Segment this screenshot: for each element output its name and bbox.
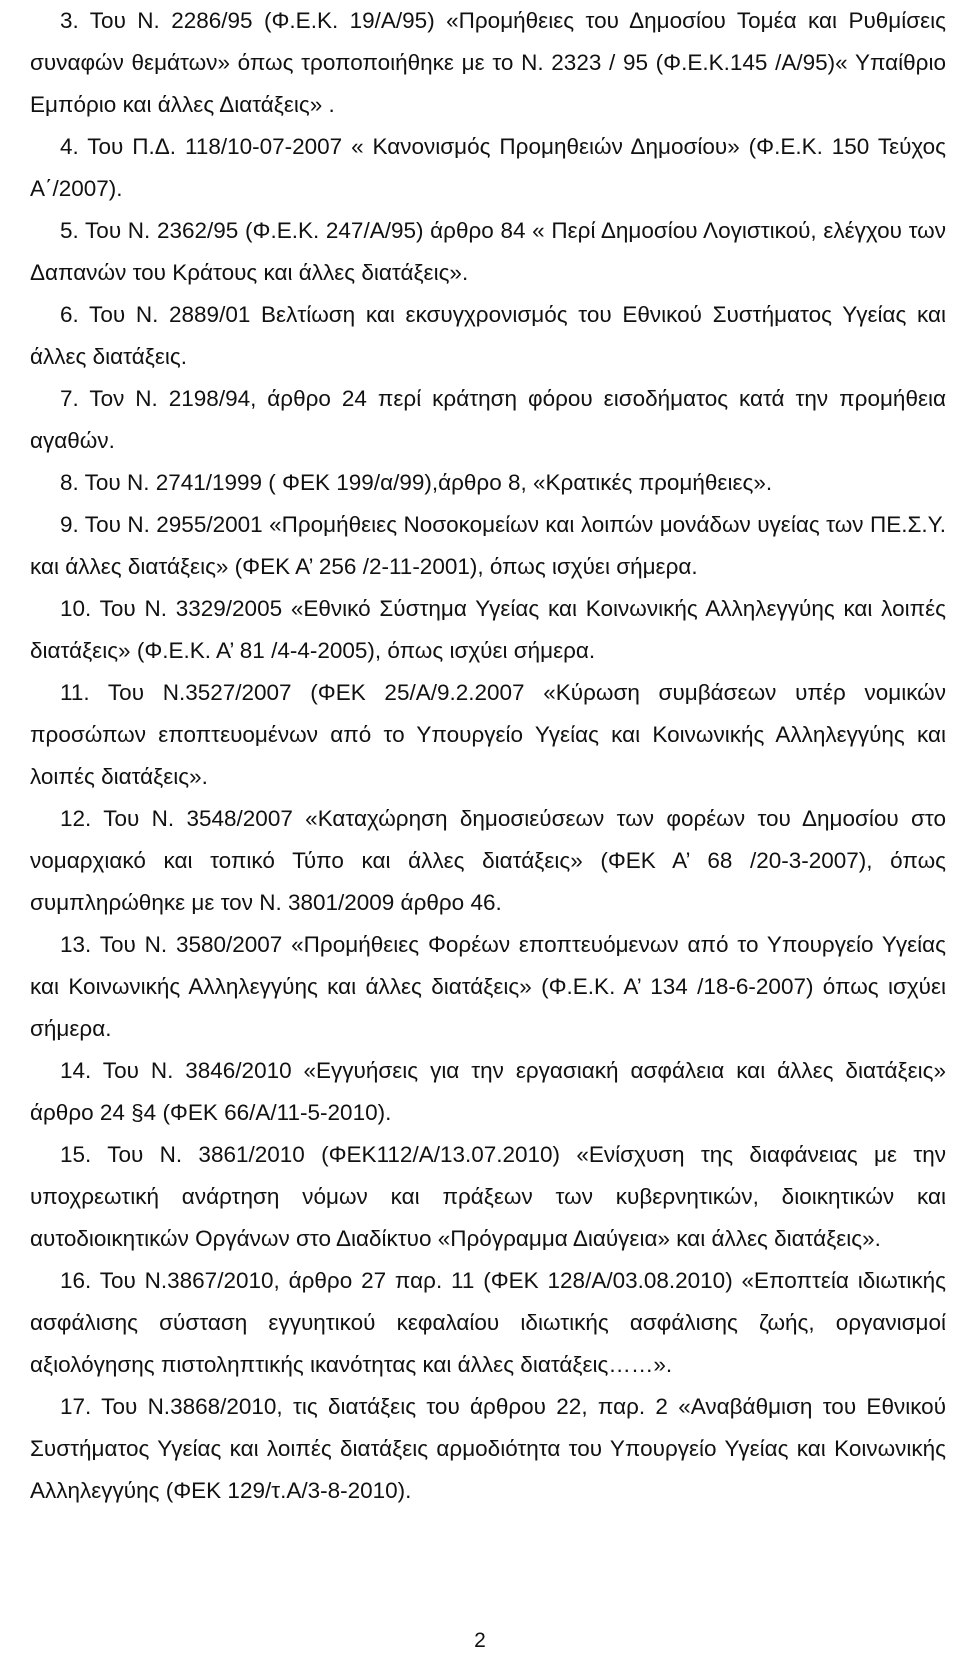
list-item: 4. Του Π.Δ. 118/10-07-2007 « Κανονισμός Προμηθειών Δημοσίου» (Φ.Ε.Κ. 150 Τεύχος Α΄/2007). xyxy=(30,134,946,201)
list-item: 6. Του Ν. 2889/01 Βελτίωση και εκσυγχρονισμός του Εθνικού Συστήματος Υγείας και άλλες διατάξεις. xyxy=(30,302,946,369)
list-item: 11. Του Ν.3527/2007 (ΦΕΚ 25/Α/9.2.2007 «Κύρωση συμβάσεων υπέρ νομικών προσώπων εποπτευομένων από το Υπουργείο Υγείας και Κοινωνικής Αλληλεγγύης και λοιπές διατάξεις». xyxy=(30,680,946,789)
list-item: 7. Τον Ν. 2198/94, άρθρο 24 περί κράτηση φόρου εισοδήματος κατά την προμήθεια αγαθών. xyxy=(30,386,946,453)
list-item: 5. Του Ν. 2362/95 (Φ.Ε.Κ. 247/Α/95) άρθρο 84 « Περί Δημοσίου Λογιστικού, ελέγχου των Δαπανών του Κράτους και άλλες διατάξεις». xyxy=(30,218,946,285)
list-item: 8. Του Ν. 2741/1999 ( ΦΕΚ 199/α/99),άρθρο 8, «Κρατικές προμήθειες». xyxy=(60,470,773,495)
list-item: 10. Του Ν. 3329/2005 «Εθνικό Σύστημα Υγείας και Κοινωνικής Αλληλεγγύης και λοιπές διατάξεις» (Φ.Ε.Κ. Α’ 81 /4-4-2005), όπως ισχύει σήμερα. xyxy=(30,596,946,663)
list-item: 12. Του Ν. 3548/2007 «Καταχώρηση δημοσιεύσεων των φορέων του Δημοσίου στο νομαρχιακό και τοπικό Τύπο και άλλες διατάξεις» (ΦΕΚ Α’ 68 /20-3-2007), όπως συμπληρώθηκε με τον Ν. 3801/2009 άρθρο 46. xyxy=(30,806,946,915)
legal-reference-list xyxy=(30,0,946,1512)
list-item: 16. Του Ν.3867/2010, άρθρο 27 παρ. 11 (ΦΕΚ 128/Α/03.08.2010) «Εποπτεία ιδιωτικής ασφάλισης σύσταση εγγυητικού κεφαλαίου ιδιωτικής ασφάλισης ζωής, οργανισμοί αξιολόγησης πιστοληπτικής ικανότητας και άλλες διατάξεις……». xyxy=(30,1268,946,1377)
list-item: 15. Του Ν. 3861/2010 (ΦΕΚ112/Α/13.07.2010) «Ενίσχυση της διαφάνειας με την υποχρεωτική ανάρτηση νόμων και πράξεων των κυβερνητικών, διοικητικών και αυτοδιοικητικών Οργάνων στο Διαδίκτυο «Πρόγραμμα Διαύγεια» και άλλες διατάξεις». xyxy=(30,1142,946,1251)
list-item: 9. Του Ν. 2955/2001 «Προμήθειες Νοσοκομείων και λοιπών μονάδων υγείας των ΠΕ.Σ.Υ. και άλλες διατάξεις» (ΦΕΚ Α’ 256 /2-11-2001), όπως ισχύει σήμερα. xyxy=(30,512,946,579)
list-item: 14. Του Ν. 3846/2010 «Εγγυήσεις για την εργασιακή ασφάλεια και άλλες διατάξεις» άρθρο 24 §4 (ΦΕΚ 66/Α/11-5-2010). xyxy=(30,1058,946,1125)
list-item: 3. Του Ν. 2286/95 (Φ.Ε.Κ. 19/Α/95) «Προμήθειες του Δημοσίου Τομέα και Ρυθμίσεις συναφών θεμάτων» όπως τροποποιήθηκε με το Ν. 2323 / 95 (Φ.Ε.Κ.145 /Α/95)« Υπαίθριο Εμπόριο και άλλες Διατάξεις» . xyxy=(30,8,946,117)
list-item: 17. Του Ν.3868/2010, τις διατάξεις του άρθρου 22, παρ. 2 «Αναβάθμιση του Εθνικού Συστήματος Υγείας και λοιπές διατάξεις αρμοδιότητα του Υπουργείο Υγείας και Κοινωνικής Αλληλεγγύης (ΦΕΚ 129/τ.Α/3-8-2010). xyxy=(30,1394,946,1503)
page-number: 2 xyxy=(474,1629,486,1652)
list-item: 13. Του Ν. 3580/2007 «Προμήθειες Φορέων εποπτευόμενων από το Υπουργείο Υγείας και Κοινωνικής Αλληλεγγύης και άλλες διατάξεις» (Φ.Ε.Κ. Α’ 134 /18-6-2007) όπως ισχύει σήμερα. xyxy=(30,932,946,1041)
